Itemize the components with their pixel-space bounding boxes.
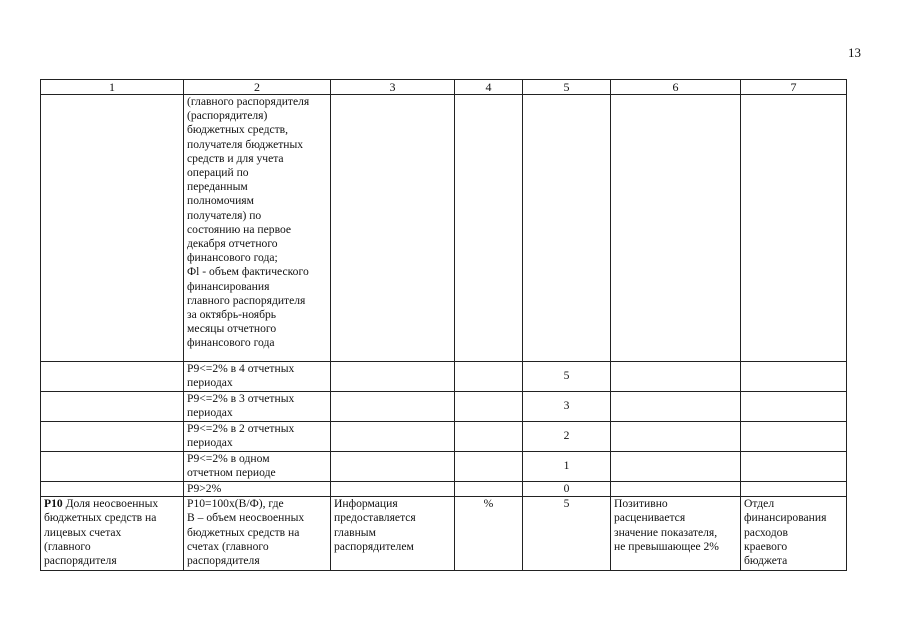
empty-cell <box>41 452 184 482</box>
column-header: 7 <box>741 80 847 95</box>
score-value: 5 <box>523 362 611 392</box>
score-value: 2 <box>523 422 611 452</box>
empty-cell <box>611 452 741 482</box>
page-number: 13 <box>848 45 861 60</box>
score-row <box>41 482 847 497</box>
column-header: 1 <box>41 80 184 95</box>
score-condition: Р9<=2% в одном отчетном периоде <box>184 452 331 482</box>
indicator-code: Р10 <box>44 497 63 511</box>
empty-cell <box>611 95 741 362</box>
empty-cell <box>41 95 184 362</box>
empty-cell <box>741 482 847 497</box>
empty-cell <box>331 422 455 452</box>
indicator-name: Доля неосвоенных бюджетных средств на лицевых счетах (главного распорядителя <box>44 497 159 568</box>
empty-cell <box>611 422 741 452</box>
score-value: 1 <box>523 452 611 482</box>
empty-cell <box>331 95 455 362</box>
empty-cell <box>455 392 523 422</box>
header-row <box>41 80 847 95</box>
empty-cell <box>741 362 847 392</box>
indicator-table <box>40 79 847 571</box>
empty-cell <box>455 362 523 392</box>
indicator-source: Информация предоставляется главным распорядителем <box>331 497 455 571</box>
empty-cell <box>331 452 455 482</box>
score-row <box>41 392 847 422</box>
column-header: 4 <box>455 80 523 95</box>
empty-cell <box>41 362 184 392</box>
empty-cell <box>331 482 455 497</box>
column-header: 6 <box>611 80 741 95</box>
indicator-evaluation: Позитивно расценивается значение показателя, не превышающее 2% <box>611 497 741 571</box>
indicator-unit: % <box>455 497 523 571</box>
empty-cell <box>455 482 523 497</box>
score-value: 0 <box>523 482 611 497</box>
empty-cell <box>41 422 184 452</box>
empty-cell <box>455 95 523 362</box>
empty-cell <box>611 482 741 497</box>
indicator-max-score: 5 <box>523 497 611 571</box>
column-header: 5 <box>523 80 611 95</box>
empty-cell <box>331 392 455 422</box>
score-condition: Р9<=2% в 4 отчетных периодах <box>184 362 331 392</box>
empty-cell <box>331 362 455 392</box>
column-header: 3 <box>331 80 455 95</box>
indicator-formula: Р10=100х(В/Ф), где В – объем неосвоенных бюджетных средств на счетах (главного распорядителя <box>184 497 331 571</box>
score-row <box>41 422 847 452</box>
score-value: 3 <box>523 392 611 422</box>
indicator-name-cell <box>41 497 184 571</box>
empty-cell <box>41 482 184 497</box>
empty-cell <box>741 392 847 422</box>
empty-cell <box>455 452 523 482</box>
indicator-responsible: Отдел финансирования расходов краевого бюджета <box>741 497 847 571</box>
empty-cell <box>611 392 741 422</box>
continued-formula-text: (главного распорядителя (распорядителя) бюджетных средств, получателя бюджетных средств и для учета операций по переданным полномочиям получателя) по состоянию на первое декабря отчетного финансового года; Фl - объем фактического финансирования главного распорядителя за октябрь-ноябрь месяцы отчетного финансового года <box>184 95 331 362</box>
score-condition: Р9<=2% в 2 отчетных периодах <box>184 422 331 452</box>
score-condition: Р9>2% <box>184 482 331 497</box>
score-row <box>41 452 847 482</box>
empty-cell <box>741 422 847 452</box>
score-row <box>41 362 847 392</box>
empty-cell <box>741 95 847 362</box>
empty-cell <box>523 95 611 362</box>
column-header: 2 <box>184 80 331 95</box>
empty-cell <box>41 392 184 422</box>
empty-cell <box>741 452 847 482</box>
empty-cell <box>611 362 741 392</box>
empty-cell <box>455 422 523 452</box>
indicator-row-p10 <box>41 497 847 571</box>
score-condition: Р9<=2% в 3 отчетных периодах <box>184 392 331 422</box>
continuation-row <box>41 95 847 362</box>
